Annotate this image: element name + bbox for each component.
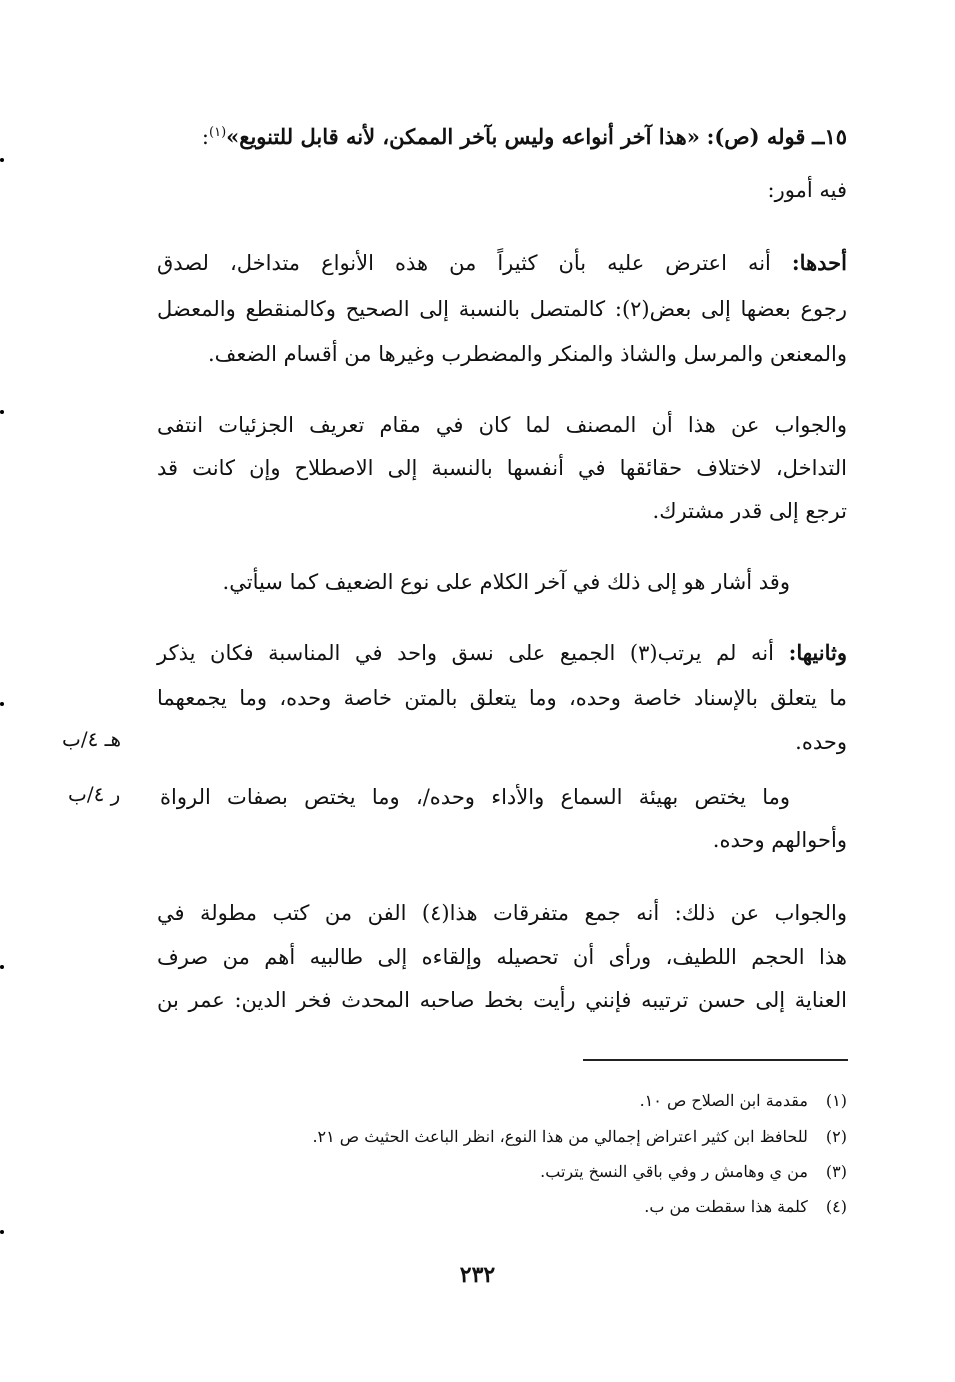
footnote-4-text: كلمة هذا سقطت من ب. [644, 1197, 808, 1216]
footnote-2-text: للحافظ ابن كثير اعتراض إجمالي من هذا النوع، انظر الباعث الحثيث ص ٢١. [312, 1127, 808, 1146]
footnote-2-number: (٢) [825, 1127, 847, 1146]
heading-quote: «هذا آخر أنواعه وليس بآخر الممكن، لأنه قابل للتنويع» [226, 124, 700, 149]
p5-line-1: وما يختص بهيئة السماع والأداء وحده/، وما يختص بصفات الرواة [160, 785, 790, 809]
p4-line-3: وحده. [795, 730, 847, 754]
p4-line-2: ما يتعلق بالإسناد خاصة وحده، وما يتعلق بالمتن خاصة وحده، وما يجمعهما [157, 686, 847, 710]
footnote-3-number: (٣) [825, 1162, 847, 1181]
section-heading [202, 118, 847, 148]
p1-line-1 [157, 248, 847, 278]
heading-lead: قوله (ص): [706, 124, 806, 149]
footnote-1-text: مقدمة ابن الصلاح ص ١٠. [639, 1091, 808, 1110]
footnote-separator [583, 1059, 848, 1061]
footnote-3-text: من ي وهامش ر وفي باقي النسخ يترتب. [540, 1162, 808, 1181]
p1-line-3: والمعنعن والمرسل والشاذ والمنكر والمضطرب وغيرها من أقسام الضعف. [207, 342, 847, 366]
section-number: ١٥ــ [812, 124, 847, 149]
p4-line-1 [157, 638, 847, 668]
footnote-4-number: (٤) [825, 1197, 847, 1216]
p5-line-2: وأحوالهم وحده. [712, 828, 847, 852]
margin-note-2: ر ٤/ب [68, 782, 121, 806]
p6-line-1: والجواب عن ذلك: أنه جمع متفرقات هذا(٤) الفن من كتب مطولة في [157, 901, 848, 925]
scan-mark [0, 410, 4, 414]
footnote-4 [644, 1195, 847, 1219]
footnote-3 [540, 1160, 847, 1184]
heading-tail: : [201, 125, 209, 149]
footnote-1 [640, 1089, 847, 1113]
p1-label: أحدها: [791, 250, 847, 275]
p6-line-3: العناية إلى حسن ترتيبه فإنني رأيت بخط صاحبه المحدث فخر الدين: عمر بن [157, 988, 847, 1012]
scan-mark [0, 158, 4, 162]
scan-mark [0, 1230, 4, 1234]
scan-mark [0, 702, 4, 706]
p1-line-2: رجوع بعضها إلى بعض(٢): كالمتصل بالنسبة إلى الصحيح وكالمنقطع والمعضل [157, 297, 847, 321]
p2-line-2: التداخل، لاختلاف حقائقها في أنفسها بالنسبة إلى الاصطلاح وإن كانت قد [157, 456, 847, 480]
p4-label: وثانيها: [788, 640, 847, 665]
p6-line-2: هذا الحجم اللطيف، ورأى أن تحصيله وإلقاءه إلى طالبيه أهم من صرف [157, 945, 847, 969]
p4-line-1-text: أنه لم يرتب(٣) الجميع على نسق واحد في المناسبة فكان يذكر [157, 641, 774, 665]
scan-mark [0, 965, 4, 969]
p2-line-1: والجواب عن هذا أن المصنف لما كان في مقام تعريف الجزئيات انتفى [157, 413, 847, 437]
footnote-1-number: (١) [825, 1091, 847, 1110]
page-number: ٢٣٢ [459, 1262, 496, 1288]
heading-footnote-ref: (١) [209, 125, 227, 140]
p3-line: وقد أشار هو إلى ذلك في آخر الكلام على نوع الضعيف كما سيأتي. [222, 570, 790, 594]
p2-line-3: ترجع إلى قدر مشترك. [652, 499, 847, 523]
footnote-2 [312, 1125, 847, 1149]
intro-line: فيه أمور: [767, 178, 847, 202]
p1-line-1-text: أنه اعترض عليه بأن كثيراً من هذه الأنواع متداخل، لصدق [157, 251, 771, 275]
margin-note-1: هـ ٤/ب [62, 727, 122, 751]
